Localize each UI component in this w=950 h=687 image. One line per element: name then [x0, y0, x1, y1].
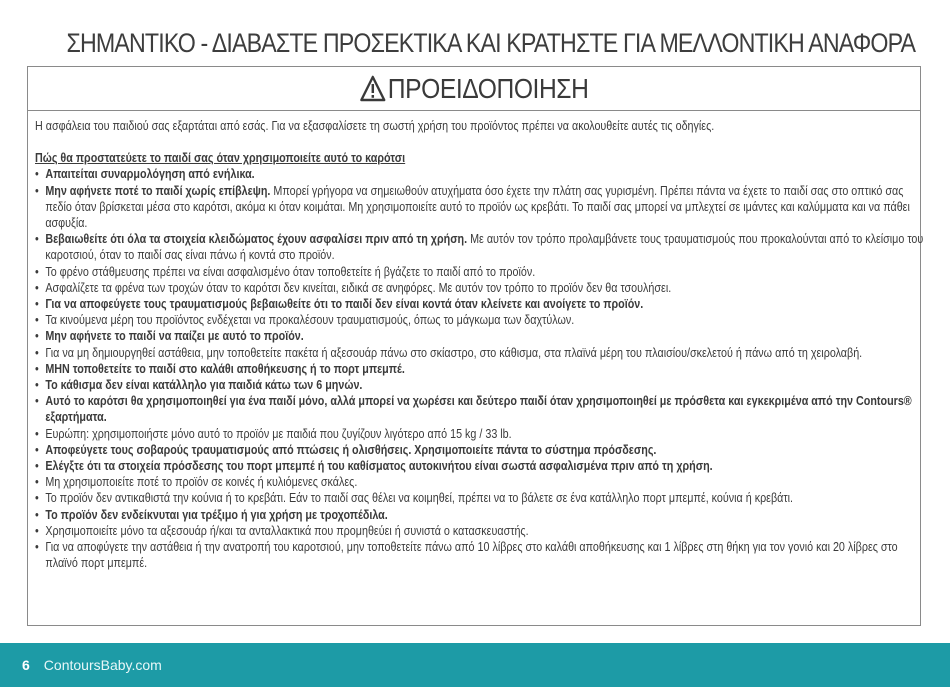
list-item: • Το προϊόν δεν αντικαθιστά την κούνια ή το κρεβάτι. Εάν το παιδί σας θέλει να κοιμηθεί, πρέπει να το βάλετε σε ένα κατάλληλο πορτ μπεμπέ, κούνια ή κρεβάτι. — [35, 490, 928, 506]
warning-box — [27, 66, 924, 626]
warning-header — [28, 67, 920, 111]
list-item: • Ασφαλίζετε τα φρένα των τροχών όταν το καρότσι δεν κινείται, ειδικά σε ανηφόρες. Με αυτόν τον τρόπο το προϊόν δεν θα τσουλήσει. — [35, 280, 928, 296]
list-item: • Μην αφήνετε το παιδί να παίζει με αυτό το προϊόν. — [35, 328, 928, 344]
warning-title: ΠΡΟΕΙΔΟΠΟΙΗΣΗ — [387, 72, 589, 104]
list-item: • Για να αποφεύγετε τους τραυματισμούς βεβαιωθείτε ότι το παιδί δεν είναι κοντά όταν κλείνετε και ανοίγετε το προϊόν. — [35, 296, 928, 312]
page-title: ΣΗΜΑΝΤΙΚΟ - ΔΙΑΒΑΣΤΕ ΠΡΟΣΕΚΤΙΚΑ ΚΑΙ ΚΡΑΤΗΣΤΕ ΓΙΑ ΜΕΛΛΟΝΤΙΚΗ ΑΝΑΦΟΡΑ — [66, 28, 916, 58]
list-item: • Για να μη δημιουργηθεί αστάθεια, μην τοποθετείτε πακέτα ή αξεσουάρ πάνω στο σκίαστρο, στο κάθισμα, στα πλαϊνά μέρη του πλαισίου/σκελετού ή πάνω από τη χειρολαβή. — [35, 345, 928, 361]
list-item: • Μη χρησιμοποιείτε ποτέ το προϊόν σε κοινές ή κυλιόμενες σκάλες. — [35, 474, 928, 490]
footer-bar — [0, 643, 950, 687]
page-number: 6 — [22, 657, 30, 673]
intro-text: Η ασφάλεια του παιδιού σας εξαρτάται από εσάς. Για να εξασφαλίσετε τη σωστή χρήση του προϊόντος πρέπει να ακολουθείτε αυτές τις οδηγίες. — [35, 119, 715, 133]
list-item: • Ευρώπη: χρησιμοποιήστε μόνο αυτό το προϊόν με παιδιά που ζυγίζουν λιγότερο από 15 kg / 33 lb. — [35, 426, 928, 442]
section-title: Πώς θα προστατεύετε το παιδί σας όταν χρησιμοποιείτε αυτό το καρότσι — [35, 151, 406, 166]
list-item: • Χρησιμοποιείτε μόνο τα αξεσουάρ ή/και τα ανταλλακτικά που προμηθεύει ή συνιστά ο κατασκευαστής. — [35, 523, 928, 539]
list-item: • Το φρένο στάθμευσης πρέπει να είναι ασφαλισμένο όταν τοποθετείτε ή βγάζετε το παιδί από το προϊόν. — [35, 264, 928, 280]
warning-triangle-icon — [360, 75, 386, 102]
list-item: • Αυτό το καρότσι θα χρησιμοποιηθεί για ένα παιδί μόνο, αλλά μπορεί να χωρέσει και δεύτερο παιδί όταν χρησιμοποιηθεί με πρόσθετα και εγκεκριμένα από την Contours® εξαρτήματα. — [35, 393, 928, 425]
list-item: • Για να αποφύγετε την αστάθεια ή την ανατροπή του καροτσιού, μην τοποθετείτε πάνω από 10 λίβρες στο καλάθι αποθήκευσης και 1 λίβρες στη θήκη για τον γονιό και 20 λίβρες στο πλαϊνό πορτ μπεμπέ. — [35, 539, 928, 571]
list-item: • Το κάθισμα δεν είναι κατάλληλο για παιδιά κάτω των 6 μηνών. — [35, 377, 928, 393]
list-item: • Ελέγξτε ότι τα στοιχεία πρόσδεσης του πορτ μπεμπέ ή του καθίσματος αυτοκινήτου είναι σωστά ασφαλισμένα πριν από τη χρήση. — [35, 458, 928, 474]
list-item: • Απαιτείται συναρμολόγηση από ενήλικα. — [35, 166, 928, 182]
list-item: • Βεβαιωθείτε ότι όλα τα στοιχεία κλειδώματος έχουν ασφαλίσει πριν από τη χρήση. Με αυτόν τον τρόπο προλαμβάνετε τους τραυματισμούς που προκαλούνται από το κλείσιμο του καροτσιού, όταν το παιδί σας είναι πάνω ή κοντά στο προϊόν. — [35, 231, 928, 263]
website-link[interactable]: ContoursBaby.com — [43, 657, 162, 673]
list-item: • Το προϊόν δεν ενδείκνυται για τρέξιμο ή για χρήση με τροχοπέδιλα. — [35, 507, 928, 523]
list-item: • Αποφεύγετε τους σοβαρούς τραυματισμούς από πτώσεις ή ολισθήσεις. Χρησιμοποιείτε πάντα το σύστημα πρόσδεσης. — [35, 442, 928, 458]
list-item: • ΜΗΝ τοποθετείτε το παιδί στο καλάθι αποθήκευσης ή το πορτ μπεμπέ. — [35, 361, 928, 377]
warning-list — [35, 166, 924, 571]
warning-content — [28, 111, 924, 571]
list-item: • Μην αφήνετε ποτέ το παιδί χωρίς επίβλεψη. Μπορεί γρήγορα να σημειωθούν ατυχήματα όσο έχετε την πλάτη σας γυρισμένη. Πρέπει πάντα να έχετε το παιδί σας στο οπτικό σας πεδίο όταν βρίσκεται μέσα στο καρότσι, ακόμα κι όταν κοιμάται. Μη χρησιμοποιείτε αυτό το προϊόν ως κρεβάτι. Το παιδί σας μπορεί να μπλεχτεί σε ιμάντες και καλύμματα και να πάθει ασφυξία. — [35, 183, 928, 232]
list-item: • Τα κινούμενα μέρη του προϊόντος ενδέχεται να προκαλέσουν τραυματισμούς, όπως το μάγκωμα των δαχτύλων. — [35, 312, 928, 328]
